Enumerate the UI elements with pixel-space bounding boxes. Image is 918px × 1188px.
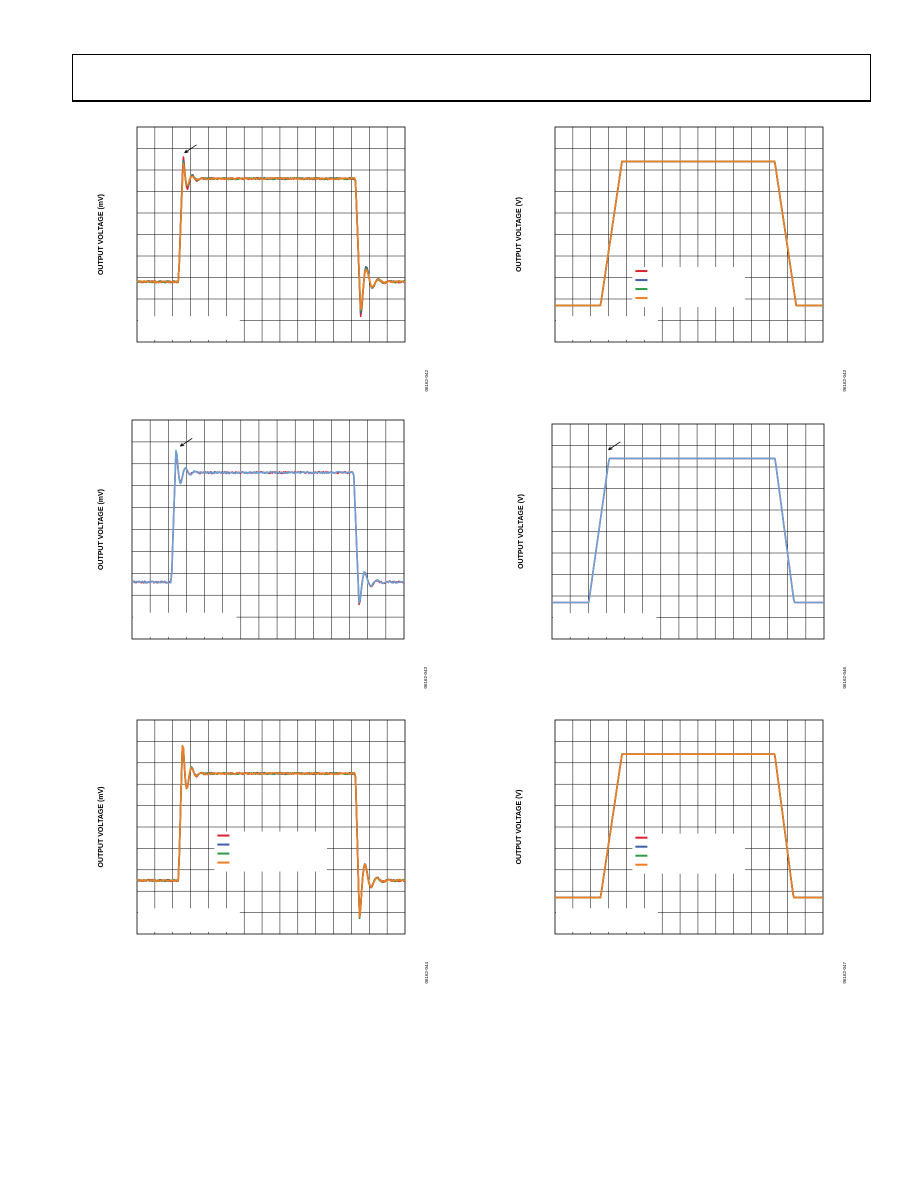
figure-id: 06162-047 (842, 962, 847, 984)
figure-id: 06162-044 (424, 962, 429, 984)
chart-3 (98, 420, 428, 689)
y-axis-label: OUTPUT VOLTAGE (mV) (98, 488, 105, 571)
y-axis-label: OUTPUT VOLTAGE (V) (518, 494, 525, 569)
scale-readout-area (133, 613, 236, 637)
legend-box (632, 834, 745, 874)
chart-4 (518, 424, 847, 689)
legend-box (214, 832, 327, 872)
figure-id: 06162-042 (424, 370, 429, 392)
legend-box (632, 267, 745, 307)
scale-readout-area (138, 908, 240, 932)
scale-readout-area (556, 908, 658, 932)
scale-readout-area (556, 316, 658, 340)
scale-readout-area (138, 316, 240, 340)
chart-5 (98, 720, 429, 984)
y-axis-label: OUTPUT VOLTAGE (mV) (98, 193, 105, 276)
scale-readout-area (553, 613, 656, 637)
figure-id: 06162-043 (842, 370, 847, 392)
chart-6 (516, 720, 847, 984)
figure-id: 06162-046 (842, 667, 847, 689)
chart-1 (98, 127, 429, 392)
y-axis-label: OUTPUT VOLTAGE (V) (516, 789, 523, 865)
figure-id: 06162-043 (423, 667, 428, 689)
y-axis-label: OUTPUT VOLTAGE (V) (516, 197, 523, 272)
chart-2 (516, 127, 847, 392)
y-axis-label: OUTPUT VOLTAGE (mV) (98, 786, 105, 868)
